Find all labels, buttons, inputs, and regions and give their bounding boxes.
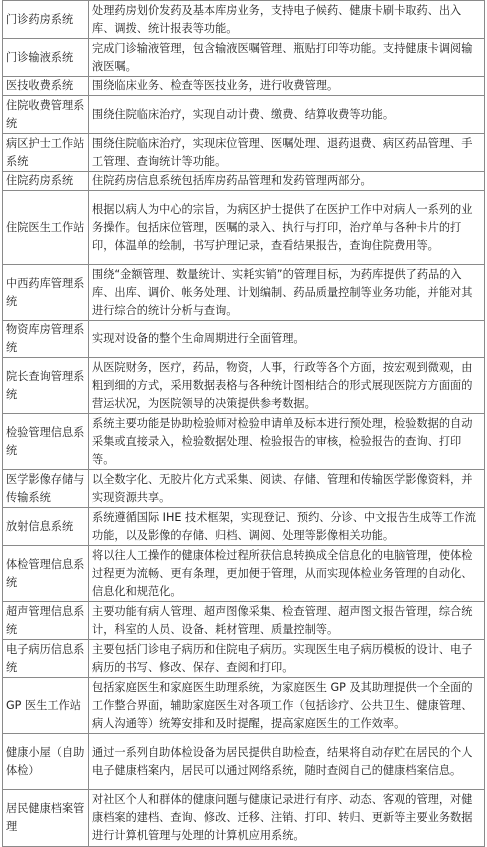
table-row <box>3 790 485 847</box>
system-description-cell: 将以往人工操作的健康体检过程所获信息转换成全信息化的电脑管理，使体检过程更为流畅、更有条理，更加便于管理，从而实现体检业务管理的自动化、信息化和规范化。 <box>89 546 485 602</box>
system-description-cell: 围绕临床业务、检查等医技业务，进行收费管理。 <box>89 77 485 96</box>
system-description-cell: 系统主要功能是协助检验师对检验申请单及标本进行预处理，检验数据的自动采集或直接录入，检验数据处理、检验报告的审核，检验报告的查询、打印等。 <box>89 414 485 470</box>
system-name-cell: 住院收费管理系统 <box>3 96 89 134</box>
system-name-cell: 居民健康档案管理 <box>3 790 89 847</box>
system-description-cell: 系统遵循国际 IHE 技术框架，实现登记、预约、分诊、中文报告生成等工作流功能，以及影像的存储、归档、调阅、处理等影像相关功能。 <box>89 508 485 546</box>
system-description-cell: 包括家庭医生和家庭医生助理系统，为家庭医生 GP 及其助理提供一个全面的工作整合界面，辅助家庭医生对各项工作（包括诊疗、公共卫生、健康管理、病人沟通等）统筹安排和及时提醒，提高家庭医生的工作效率。 <box>89 678 485 734</box>
table-row <box>3 640 485 678</box>
system-name-cell: 体检管理信息系统 <box>3 546 89 602</box>
system-description-cell: 围绕住院临床治疗，实现床位管理、医嘱处理、退药退费、病区药品管理、手工管理、查询统计等功能。 <box>89 134 485 172</box>
table-row <box>3 265 485 321</box>
system-name-cell: 门诊药房系统 <box>3 1 89 39</box>
system-name-cell: 电子病历信息系统 <box>3 640 89 678</box>
system-name-cell: GP 医生工作站 <box>3 678 89 734</box>
system-name-cell: 检验管理信息系统 <box>3 414 89 470</box>
table-row <box>3 678 485 734</box>
system-description-cell: 处理药房划价发药及基本库房业务，支持电子候药、健康卡刷卡取药、出入库、调拨、统计报表等功能。 <box>89 1 485 39</box>
table-row <box>3 470 485 508</box>
system-description-cell: 实现对设备的整个生命周期进行全面管理。 <box>89 321 485 358</box>
system-name-cell: 院长查询管理系统 <box>3 358 89 414</box>
table-row <box>3 602 485 640</box>
system-name-cell: 物资库房管理系统 <box>3 321 89 358</box>
system-name-cell: 放射信息系统 <box>3 508 89 546</box>
system-description-cell: 通过一系列自助体检设备为居民提供自助检查，结果将自动存贮在居民的个人电子健康档案内，居民可以通过网络系统，随时查阅自己的健康档案信息。 <box>89 734 485 790</box>
system-name-cell: 住院药房系统 <box>3 172 89 191</box>
system-name-cell: 住院医生工作站 <box>3 191 89 265</box>
table-body <box>3 1 485 847</box>
table-row <box>3 414 485 470</box>
table-row <box>3 96 485 134</box>
table-row <box>3 546 485 602</box>
table-row <box>3 77 485 96</box>
table-row <box>3 321 485 358</box>
system-name-cell: 病区护士工作站系统 <box>3 134 89 172</box>
table-row <box>3 134 485 172</box>
system-name-cell: 中西药库管理系统 <box>3 265 89 321</box>
system-name-cell: 医学影像存储与传输系统 <box>3 470 89 508</box>
table-row <box>3 1 485 39</box>
table-row <box>3 508 485 546</box>
system-description-cell: 完成门诊输液管理，包含输液医嘱管理、瓶贴打印等功能。支持健康卡调阅输液医嘱。 <box>89 39 485 77</box>
table-row <box>3 172 485 191</box>
system-description-cell: 以全数字化、无胶片化方式采集、阅读、存储、管理和传输医学影像资料，并实现资源共享。 <box>89 470 485 508</box>
table-row <box>3 358 485 414</box>
system-description-cell: 主要包括门诊电子病历和住院电子病历。实现医生电子病历模板的设计、电子病历的书写、修改、保存、查阅和打印。 <box>89 640 485 678</box>
system-description-cell: 对社区个人和群体的健康问题与健康记录进行有序、动态、客观的管理，对健康档案的建档、查询、修改、迁移、注销、打印、转归、更新等主要业务数据进行计算机管理与处理的计算机应用系统。 <box>89 790 485 847</box>
table-row <box>3 39 485 77</box>
system-description-cell: 围绕住院临床治疗，实现自动计费、缴费、结算收费等功能。 <box>89 96 485 134</box>
system-name-cell: 超声管理信息系统 <box>3 602 89 640</box>
system-name-cell: 医技收费系统 <box>3 77 89 96</box>
system-description-cell: 住院药房信息系统包括库房药品管理和发药管理两部分。 <box>89 172 485 191</box>
system-description-cell: 根据以病人为中心的宗旨，为病区护士提供了在医护工作中对病人一系列的业务操作。包括床位管理，医嘱的录入、执行与打印，治疗单与各种卡片的打印，体温单的绘制，书写护理记录，查看结果报告，查询住院费用等。 <box>89 191 485 265</box>
system-name-cell: 健康小屋（自助体检） <box>3 734 89 790</box>
system-description-table <box>2 0 485 847</box>
system-description-cell: 围绕“金额管理、数量统计、实耗实销”的管理目标，为药库提供了药品的入库、出库、调价、帐务处理、计划编制、药品质量控制等业务功能，并能对其进行综合的统计分析与查询。 <box>89 265 485 321</box>
table-row <box>3 191 485 265</box>
system-description-cell: 主要功能有病人管理、超声图像采集、检查管理、超声图文报告管理，综合统计，科室的人员、设备、耗材管理、质量控制等。 <box>89 602 485 640</box>
system-name-cell: 门诊输液系统 <box>3 39 89 77</box>
system-description-cell: 从医院财务，医疗，药品，物资，人事，行政等各个方面，按宏观到微观，由粗到细的方式，采用数据表格与各种统计图相结合的形式展现医院方方面面的营运状况，为医院领导的决策提供参考数据。 <box>89 358 485 414</box>
